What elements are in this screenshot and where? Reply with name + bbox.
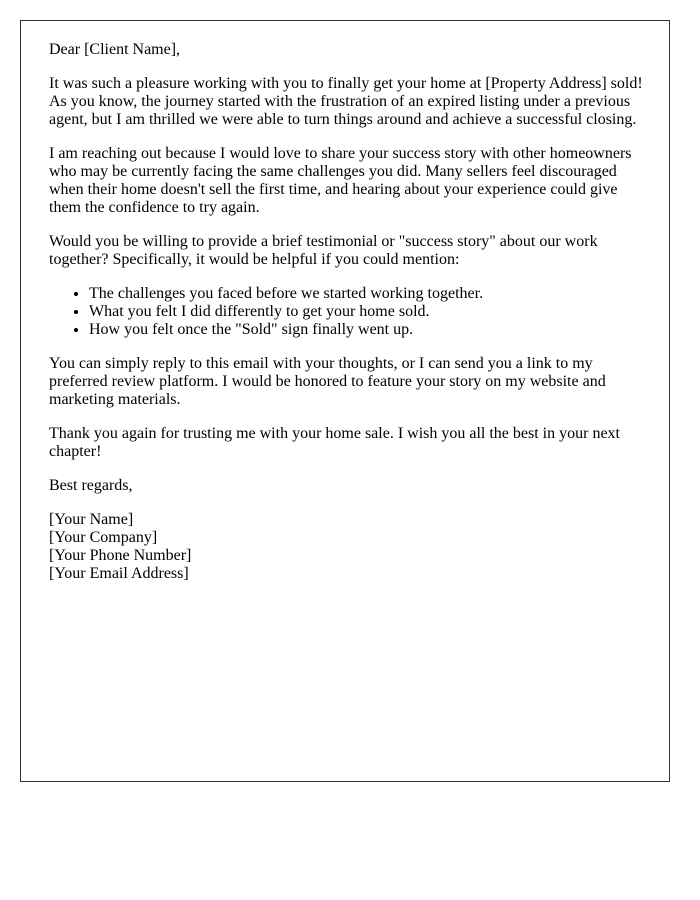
paragraph: You can simply reply to this email with your thoughts, or I can send you a link to my preferred review platform. I would be honored to feature your story on my website and marketing materials. bbox=[49, 355, 606, 408]
bullet-list bbox=[49, 285, 649, 339]
closing: Best regards, bbox=[49, 477, 133, 494]
signature-company: [Your Company] bbox=[49, 529, 158, 546]
paragraph: Would you be willing to provide a brief testimonial or "success story" about our work together? Specifically, it would be helpful if you could mention: bbox=[49, 233, 598, 268]
signature bbox=[49, 511, 649, 583]
paragraph: I am reaching out because I would love to share your success story with other homeowners who may be currently facing the same challenges you did. Many sellers feel discouraged when their home doesn't sell the first time, and hearing about your experience could give them the confidence to try again. bbox=[49, 145, 632, 216]
signature-email: [Your Email Address] bbox=[49, 565, 189, 582]
list-item: • The challenges you faced before we started working together. bbox=[89, 285, 649, 303]
paragraph: Thank you again for trusting me with your home sale. I wish you all the best in your next chapter! bbox=[49, 425, 620, 460]
letter bbox=[20, 20, 670, 782]
list-item: • What you felt I did differently to get your home sold. bbox=[89, 303, 649, 321]
greeting: Dear [Client Name], bbox=[49, 41, 181, 58]
signature-name: [Your Name] bbox=[49, 511, 134, 528]
paragraph: It was such a pleasure working with you to finally get your home at [Property Address] sold! As you know, the journey started with the frustration of an expired listing under a previous agent, but I am thrilled we were able to turn things around and achieve a successful closing. bbox=[49, 75, 643, 128]
list-item: • How you felt once the "Sold" sign finally went up. bbox=[89, 321, 649, 339]
signature-phone: [Your Phone Number] bbox=[49, 547, 192, 564]
